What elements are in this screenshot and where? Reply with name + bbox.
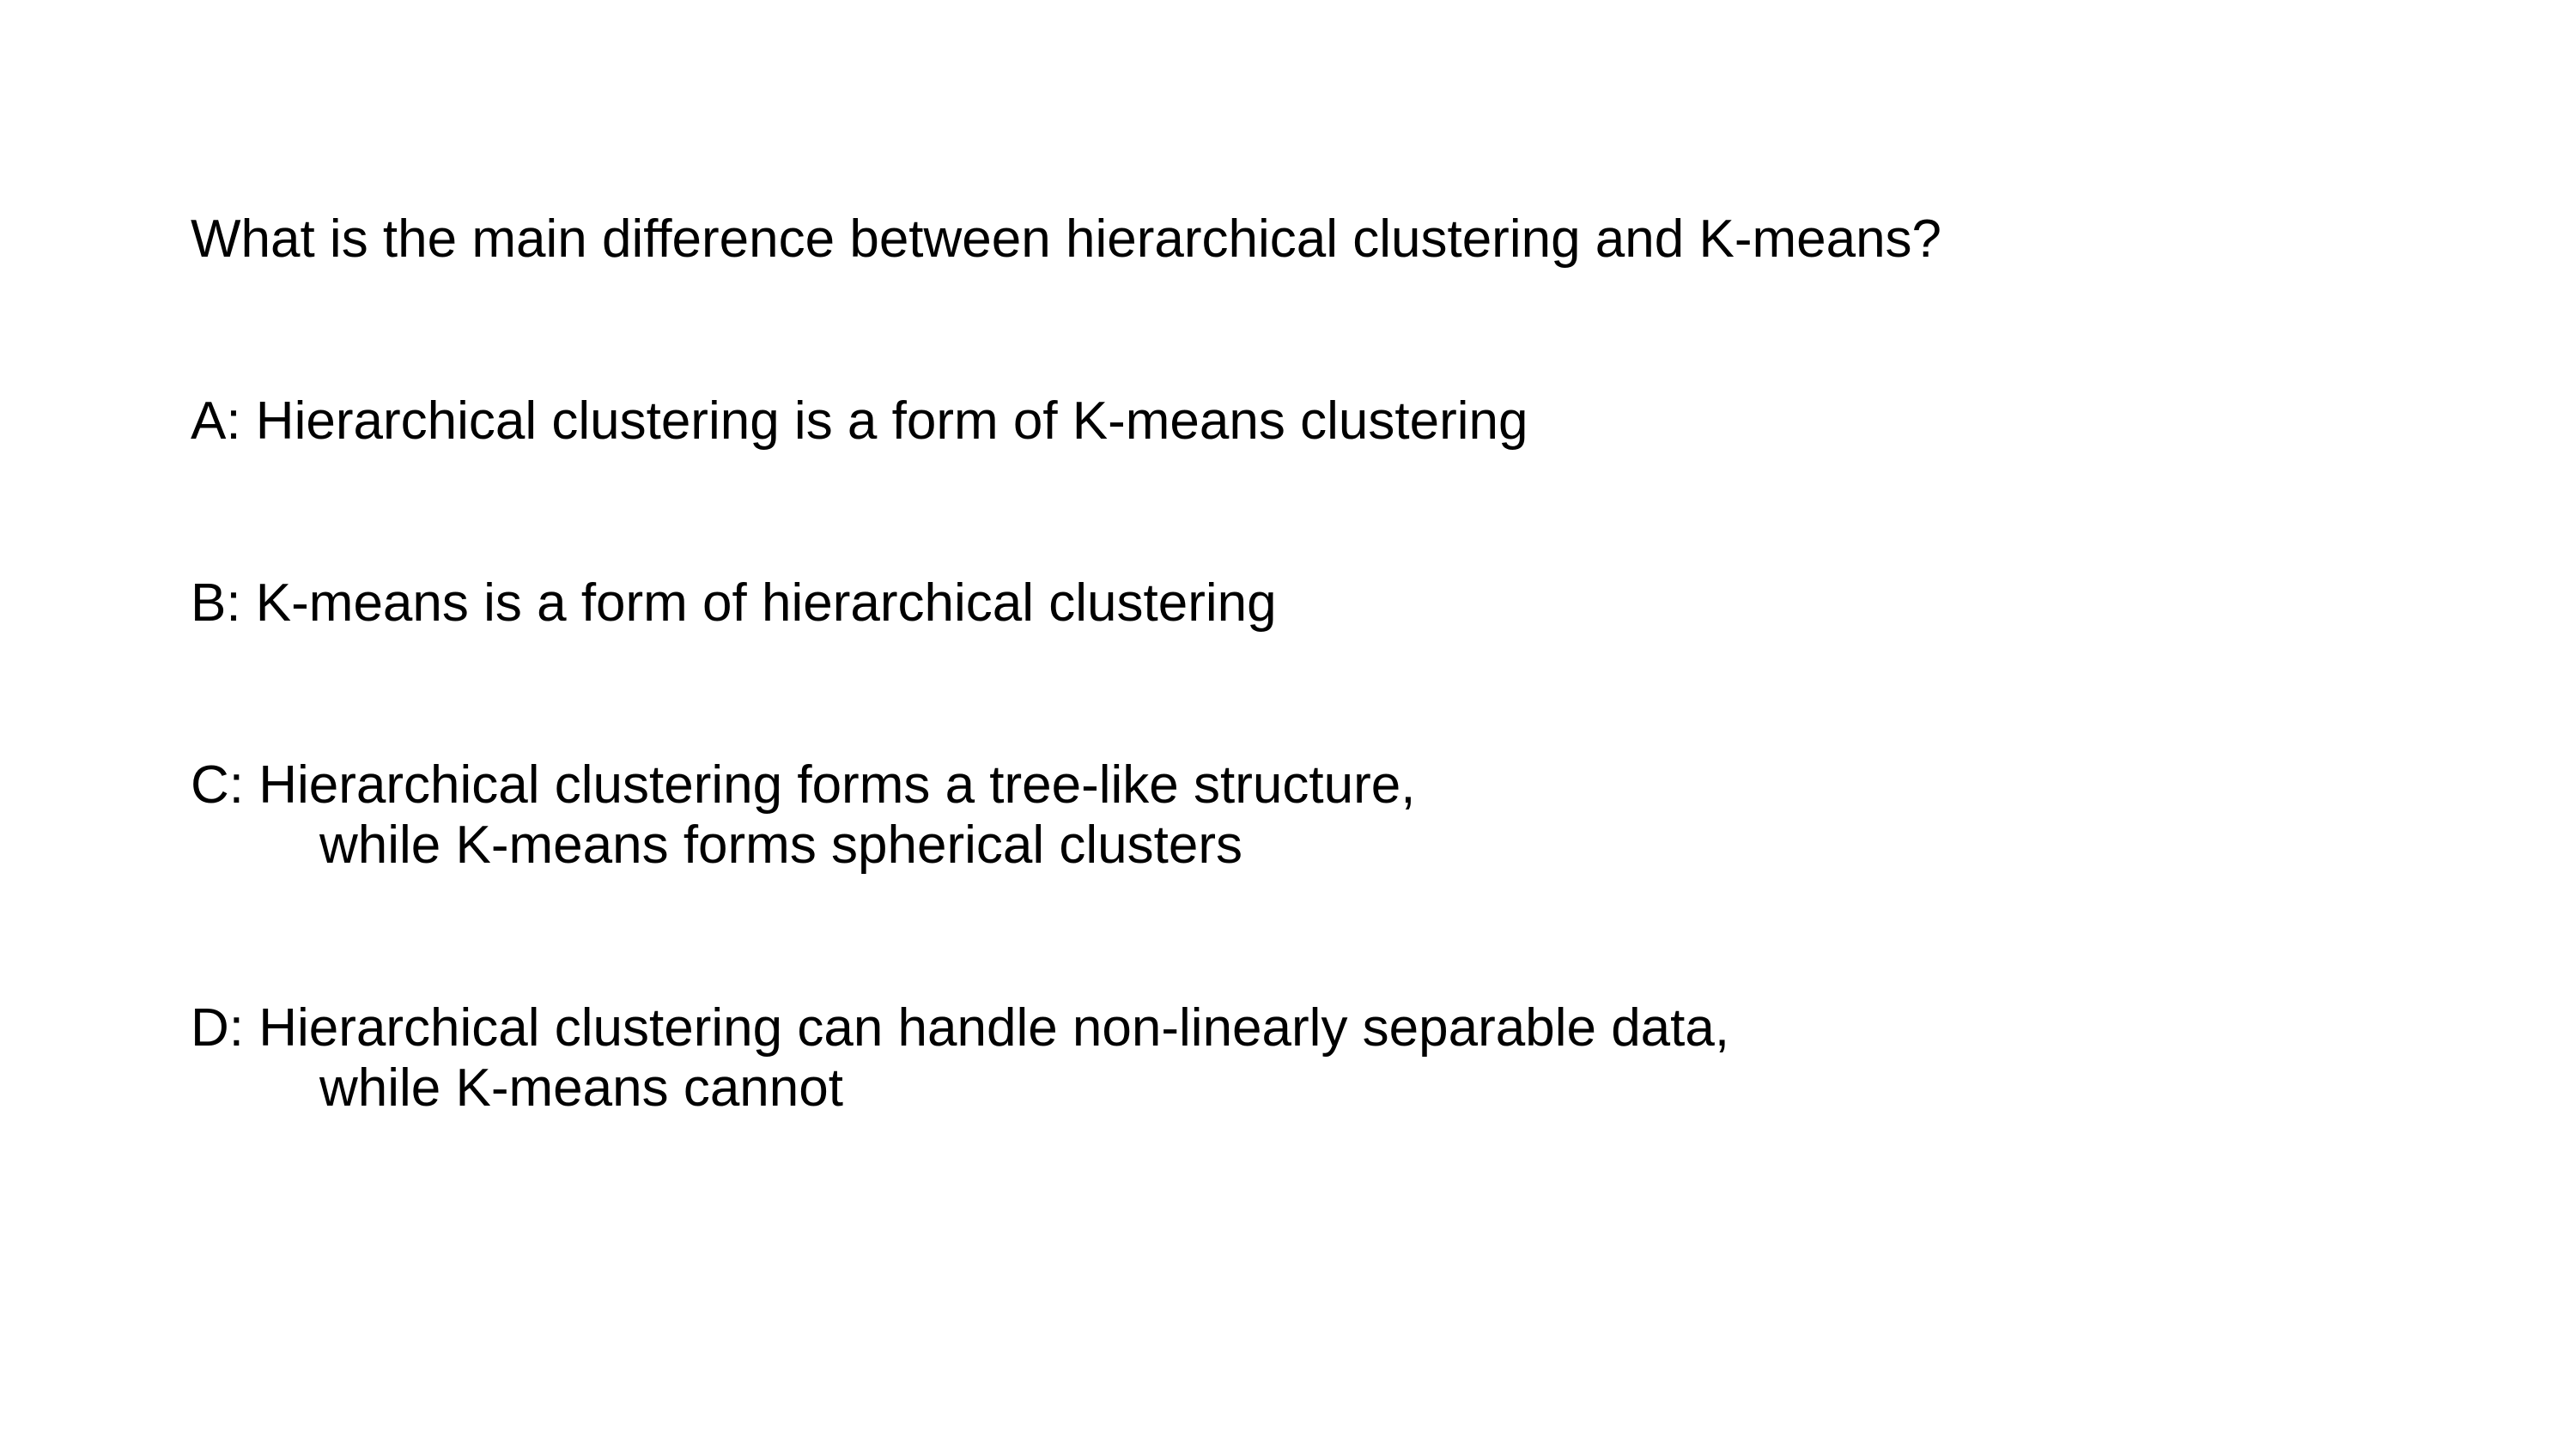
option-d bbox=[191, 998, 1729, 1119]
option-c-text-line2: while K-means forms spherical clusters bbox=[319, 815, 1243, 875]
question-text: What is the main difference between hierarchical clustering and K-means? bbox=[191, 209, 1942, 269]
option-c-text-line1: C: Hierarchical clustering forms a tree-like structure, bbox=[191, 755, 1416, 815]
option-b bbox=[191, 573, 1277, 634]
option-a bbox=[191, 391, 1528, 452]
option-b-text: B: K-means is a form of hierarchical clustering bbox=[191, 573, 1277, 633]
option-d-text-line2: while K-means cannot bbox=[319, 1058, 843, 1118]
option-c bbox=[191, 755, 1415, 876]
option-a-text: A: Hierarchical clustering is a form of K-means clustering bbox=[191, 391, 1528, 451]
option-d-text-line1: D: Hierarchical clustering can handle non-linearly separable data, bbox=[191, 998, 1730, 1058]
